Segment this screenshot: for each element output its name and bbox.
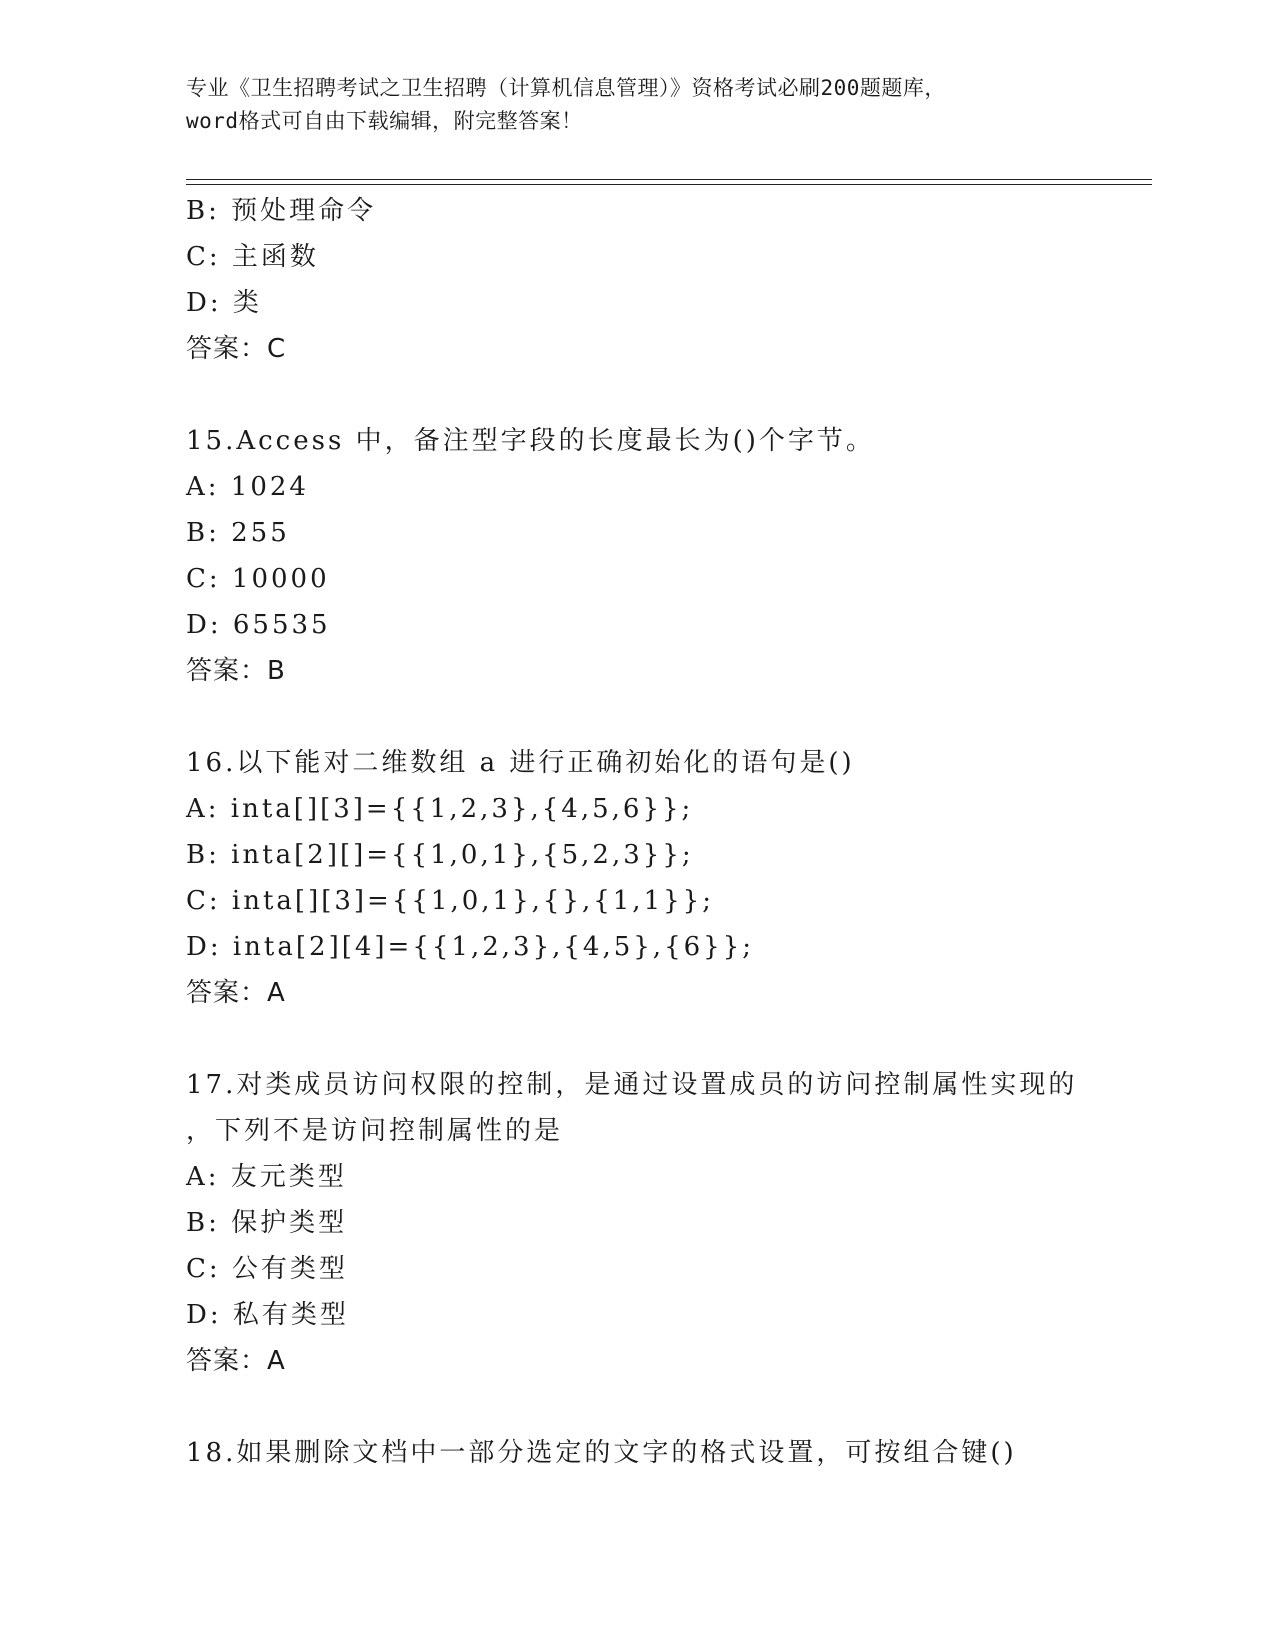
spacer	[186, 372, 1146, 418]
option: C: inta[][3]={{1,0,1},{},{1,1}};	[186, 886, 714, 916]
spacer	[186, 694, 1146, 740]
question-stem: 18.如果删除文档中一部分选定的文字的格式设置，可按组合键()	[186, 1438, 1017, 1468]
option: B: 预处理命令	[186, 196, 377, 226]
option: B: inta[2][]={{1,0,1},{5,2,3}};	[186, 840, 694, 870]
option: B: 255	[186, 518, 290, 548]
option: B: 保护类型	[186, 1208, 348, 1238]
answer: 答案：C	[186, 334, 287, 364]
option: D: 65535	[186, 610, 331, 640]
answer: 答案：A	[186, 1346, 286, 1376]
option: C: 主函数	[186, 242, 319, 272]
answer: 答案：A	[186, 978, 286, 1008]
question-stem: 15.Access 中，备注型字段的长度最长为()个字节。	[186, 426, 875, 456]
option: A: 友元类型	[186, 1162, 347, 1192]
option: C: 10000	[186, 564, 330, 594]
header-rule-top	[186, 179, 1152, 180]
header-line-2: word格式可自由下载编辑，附完整答案！	[186, 109, 583, 133]
option: A: inta[][3]={{1,2,3},{4,5,6}};	[186, 794, 694, 824]
question-stem: 17.对类成员访问权限的控制，是通过设置成员的访问控制属性实现的	[186, 1070, 1078, 1100]
header-rule-bottom	[186, 184, 1152, 185]
question-list	[186, 188, 1146, 1476]
question-stem-continued: ，下列不是访问控制属性的是	[186, 1116, 564, 1146]
option: D: inta[2][4]={{1,2,3},{4,5},{6}};	[186, 932, 754, 962]
answer: 答案：B	[186, 656, 286, 686]
document-header	[186, 72, 1086, 138]
option: D: 类	[186, 288, 262, 318]
option: D: 私有类型	[186, 1300, 349, 1330]
question-stem: 16.以下能对二维数组 a 进行正确初始化的语句是()	[186, 748, 855, 778]
option: A: 1024	[186, 472, 309, 502]
header-line-1: 专业《卫生招聘考试之卫生招聘（计算机信息管理）》资格考试必刷200题题库，	[186, 76, 946, 100]
option: C: 公有类型	[186, 1254, 348, 1284]
spacer	[186, 1384, 1146, 1430]
spacer	[186, 1016, 1146, 1062]
